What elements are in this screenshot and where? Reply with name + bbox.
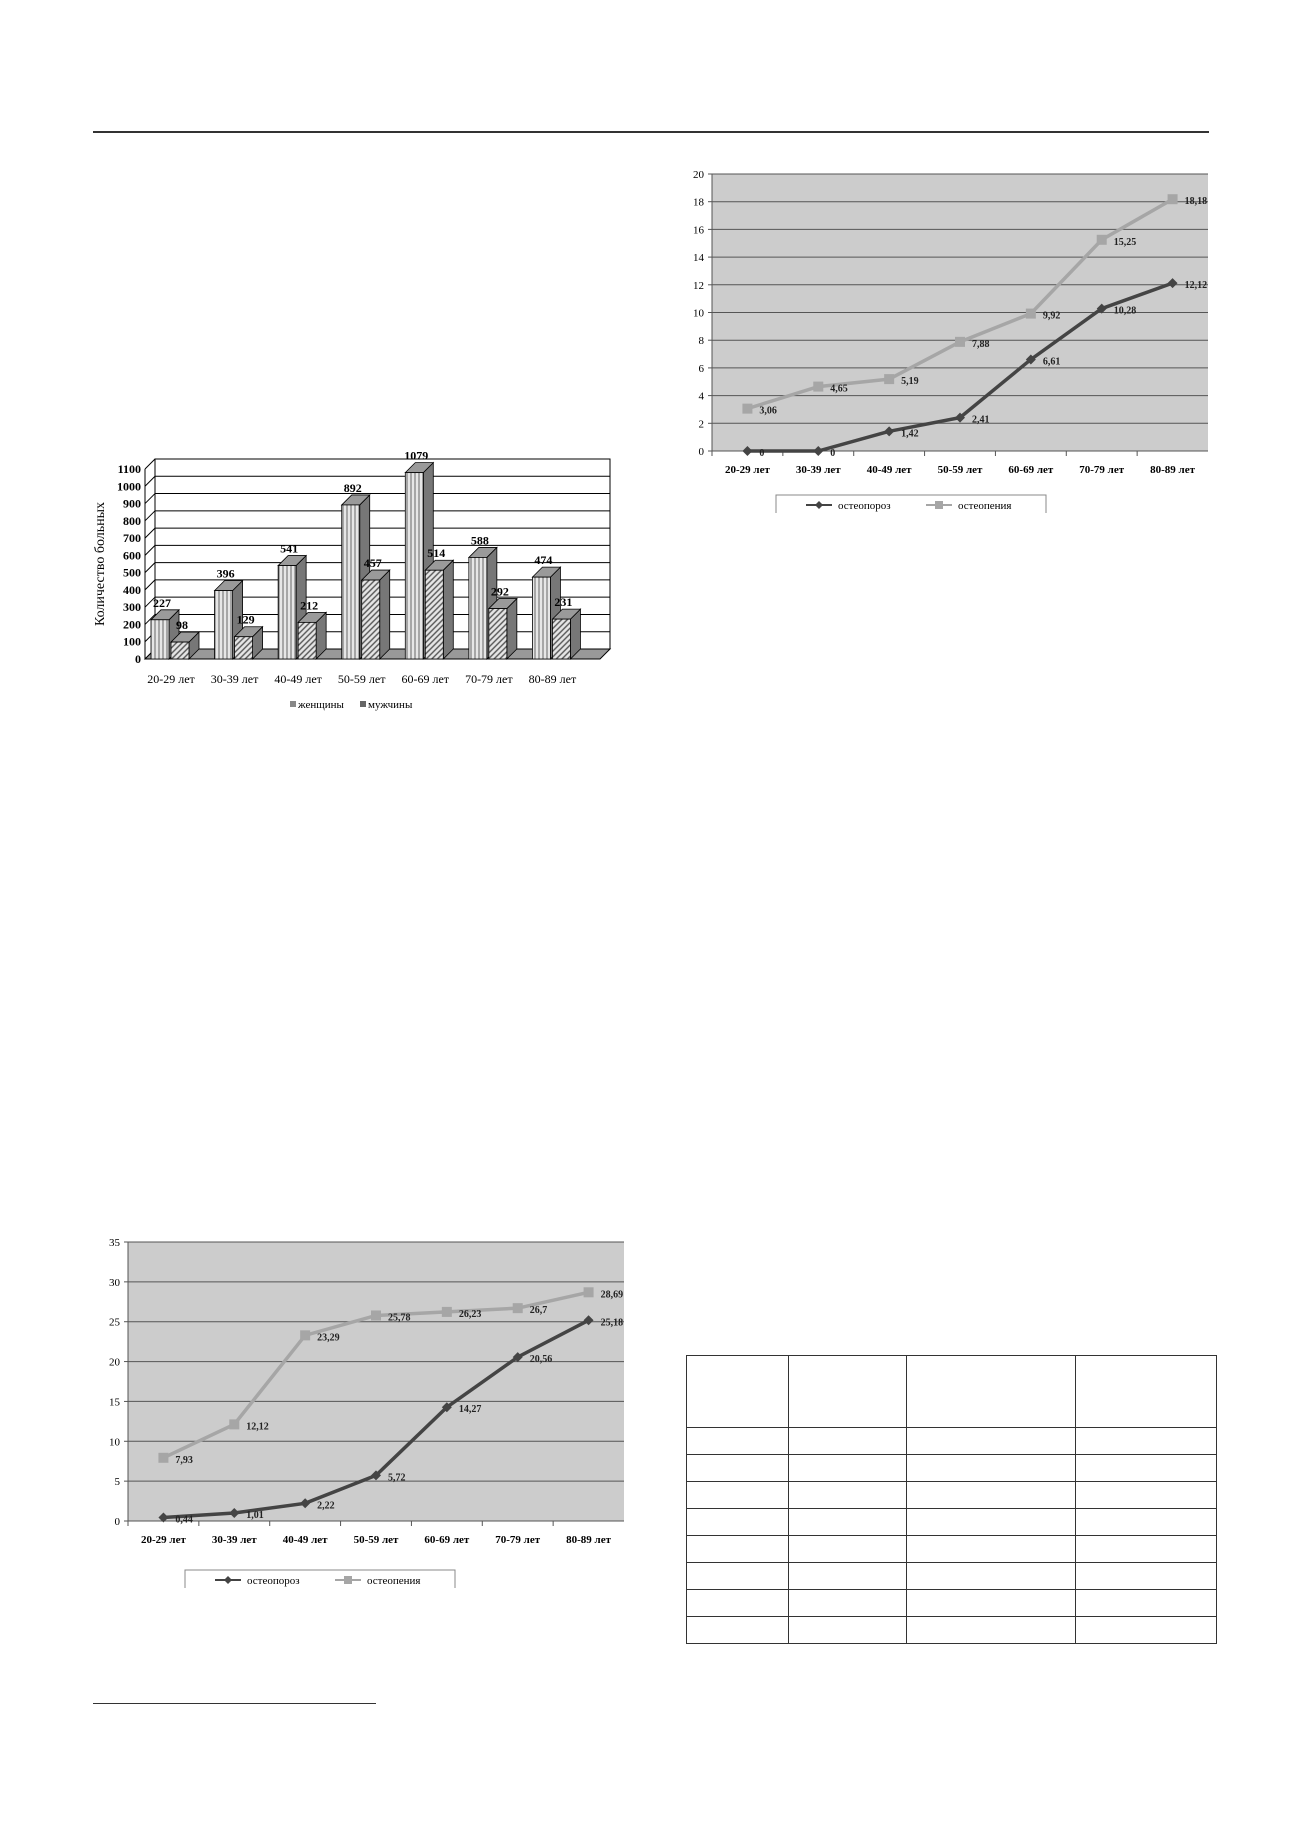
data-label: 25,18 — [600, 1317, 624, 1329]
y-tick-label: 0 — [698, 446, 704, 458]
legend-item: остеопения — [958, 500, 1012, 512]
x-tick-label: 60-69 лет — [1008, 464, 1054, 476]
y-tick-label: 12 — [693, 279, 704, 292]
table-header-row — [687, 1356, 1217, 1428]
x-tick-label: 30-39 лет — [795, 464, 841, 476]
bar-women — [215, 591, 233, 659]
y-tick-label: 1000 — [117, 479, 141, 494]
point-osteopenia — [1026, 309, 1036, 319]
y-tick-label: 30 — [109, 1276, 120, 1289]
x-tick-label: 20-29 лет — [140, 1534, 186, 1546]
line-chart-1-svg — [95, 1230, 655, 1595]
table-row — [687, 1563, 1217, 1590]
legend-item: остеопения — [367, 1575, 421, 1587]
data-label: 28,69 — [600, 1289, 624, 1301]
line-chart-1 — [95, 1230, 655, 1595]
data-label: 15,25 — [1113, 236, 1137, 248]
bar-data-label: 474 — [534, 553, 553, 568]
bar-data-label: 457 — [363, 556, 382, 571]
point-osteopenia — [584, 1287, 594, 1297]
table-row — [687, 1482, 1217, 1509]
y-tick-label: 16 — [693, 224, 704, 237]
y-tick-label: 700 — [123, 531, 141, 546]
gridline-side — [145, 476, 155, 486]
point-osteopenia — [513, 1303, 523, 1313]
bar-women — [532, 577, 550, 659]
y-tick-label: 400 — [123, 582, 141, 597]
x-tick-label: 40-49 лет — [282, 1534, 328, 1546]
y-tick-label: 20 — [693, 169, 704, 181]
bar-data-label: 514 — [427, 546, 446, 561]
y-tick-label: 25 — [109, 1316, 120, 1329]
table-row — [687, 1455, 1217, 1482]
data-label: 2,41 — [972, 414, 990, 426]
data-label: 20,56 — [529, 1354, 553, 1366]
line-chart-2-svg — [690, 165, 1210, 515]
point-osteopenia — [158, 1453, 168, 1463]
x-tick-label: 70-79 лет — [1079, 464, 1125, 476]
bar-side — [443, 560, 453, 659]
x-tick-label: 30-39 лет — [210, 672, 259, 686]
x-tick-label: 80-89 лет — [1150, 464, 1196, 476]
data-label: 10,28 — [1113, 305, 1137, 317]
data-label: 26,7 — [529, 1305, 548, 1317]
y-tick-label: 0 — [114, 1516, 120, 1528]
legend-item: остеопороз — [838, 500, 891, 512]
y-tick-label: 300 — [123, 600, 141, 615]
gridline-side — [145, 459, 155, 469]
gridline-side — [145, 511, 155, 521]
x-tick-label: 80-89 лет — [528, 672, 577, 686]
gridline-side — [145, 494, 155, 504]
bar-data-label: 212 — [300, 598, 319, 613]
y-tick-label: 0 — [135, 652, 141, 666]
gridline-side — [145, 528, 155, 538]
x-tick-label: 50-59 лет — [353, 1534, 399, 1546]
bar-men — [489, 609, 507, 659]
point-osteopenia — [955, 337, 965, 347]
y-tick-label: 18 — [693, 196, 704, 209]
bar-men — [425, 570, 443, 659]
data-label: 14,27 — [458, 1404, 482, 1416]
y-tick-label: 900 — [123, 496, 141, 511]
legend-marker — [224, 1576, 232, 1584]
empty-table — [686, 1355, 1217, 1644]
gridline-side — [145, 580, 155, 590]
legend-marker — [815, 501, 823, 509]
point-osteopenia — [884, 374, 894, 384]
bar-women — [278, 566, 296, 659]
table-cell — [1076, 1356, 1217, 1428]
point-osteopenia — [1097, 235, 1107, 245]
data-label: 9,92 — [1042, 310, 1061, 322]
data-label: 3,06 — [759, 405, 777, 417]
bar-data-label: 98 — [176, 618, 188, 633]
x-tick-label: 30-39 лет — [211, 1534, 257, 1546]
legend-item: остеопороз — [247, 1575, 300, 1587]
footnote-rule — [93, 1703, 376, 1704]
legend-marker — [344, 1576, 352, 1584]
data-label: 4,65 — [830, 383, 848, 395]
patients-bar-chart — [90, 445, 620, 720]
point-osteopenia — [813, 382, 823, 392]
table-cell — [789, 1356, 907, 1428]
data-label: 12,12 — [246, 1421, 269, 1433]
y-tick-label: 100 — [123, 634, 141, 649]
y-tick-label: 4 — [698, 390, 704, 403]
point-osteopenia — [229, 1419, 239, 1429]
data-label: 6,61 — [1042, 356, 1061, 368]
data-label: 0 — [830, 448, 836, 459]
bar-women — [469, 557, 487, 659]
y-tick-label: 10 — [693, 307, 704, 320]
bar-side — [380, 570, 390, 659]
table-cell — [907, 1356, 1076, 1428]
x-tick-label: 50-59 лет — [337, 672, 386, 686]
y-tick-label: 15 — [109, 1396, 120, 1409]
table-row — [687, 1428, 1217, 1455]
y-tick-label: 800 — [123, 513, 141, 528]
point-osteopenia — [300, 1330, 310, 1340]
bar-data-label: 1079 — [404, 448, 429, 463]
table-row — [687, 1536, 1217, 1563]
bar-men — [298, 622, 316, 659]
data-label: 0 — [759, 448, 765, 459]
x-tick-label: 40-49 лет — [274, 672, 322, 686]
bar-data-label: 588 — [470, 533, 489, 548]
bar-men — [171, 642, 189, 659]
data-label: 1,01 — [246, 1509, 264, 1521]
x-tick-label: 50-59 лет — [937, 464, 983, 476]
table-row — [687, 1509, 1217, 1536]
y-tick-label: 14 — [693, 252, 704, 265]
x-tick-label: 80-89 лет — [566, 1534, 612, 1546]
table-row — [687, 1617, 1217, 1644]
bar-data-label: 231 — [554, 595, 573, 610]
y-tick-label: 500 — [123, 565, 141, 580]
bar-women — [342, 505, 360, 659]
point-osteopenia — [371, 1310, 381, 1320]
x-tick-label: 70-79 лет — [465, 672, 513, 686]
bar-data-label: 292 — [490, 584, 509, 599]
point-osteopenia — [1168, 194, 1178, 204]
y-tick-label: 10 — [109, 1436, 120, 1449]
data-label: 25,78 — [388, 1312, 411, 1324]
bar-data-label: 227 — [153, 595, 171, 610]
legend-marker — [935, 501, 943, 509]
table-cell — [687, 1356, 789, 1428]
x-tick-label: 20-29 лет — [147, 672, 195, 686]
data-label: 26,23 — [458, 1308, 482, 1320]
legend-swatch — [360, 701, 366, 707]
y-tick-label: 1100 — [117, 462, 141, 476]
bar-data-label: 396 — [216, 566, 235, 581]
header-rule — [93, 131, 1209, 133]
data-label: 0,44 — [175, 1514, 193, 1526]
point-osteopenia — [742, 404, 752, 414]
line-chart-2 — [690, 165, 1210, 515]
bar-data-label: 129 — [236, 612, 255, 627]
table-row — [687, 1590, 1217, 1617]
bar-men — [362, 580, 380, 659]
x-tick-label: 60-69 лет — [401, 672, 450, 686]
y-tick-label: 600 — [123, 548, 141, 563]
data-label: 23,29 — [317, 1332, 340, 1344]
data-label: 1,42 — [901, 428, 919, 440]
bar-men — [552, 619, 570, 659]
y-tick-label: 35 — [109, 1237, 120, 1249]
point-osteopenia — [442, 1307, 452, 1317]
bar-data-label: 541 — [280, 541, 299, 556]
data-label: 7,93 — [175, 1454, 193, 1466]
gridline-side — [145, 563, 155, 573]
data-label: 12,12 — [1184, 280, 1208, 292]
legend-item: мужчины — [368, 699, 413, 711]
x-tick-label: 20-29 лет — [724, 464, 770, 476]
y-tick-label: 8 — [698, 335, 704, 348]
y-tick-label: 2 — [698, 418, 704, 431]
data-label: 18,18 — [1184, 196, 1208, 208]
bar-chart-svg — [90, 445, 620, 720]
data-label: 5,19 — [901, 376, 919, 388]
data-label: 5,72 — [388, 1472, 406, 1484]
y-tick-label: 20 — [109, 1356, 120, 1369]
bar-women — [151, 620, 169, 659]
data-label: 2,22 — [317, 1500, 335, 1512]
y-tick-label: 200 — [123, 617, 141, 632]
y-tick-label: 6 — [698, 362, 704, 375]
x-tick-label: 70-79 лет — [495, 1534, 541, 1546]
bar-women — [405, 473, 423, 659]
x-tick-label: 60-69 лет — [424, 1534, 470, 1546]
bar-men — [235, 637, 253, 659]
y-axis-label: Количество больных — [93, 501, 108, 627]
x-tick-label: 40-49 лет — [866, 464, 912, 476]
legend-swatch — [290, 701, 296, 707]
data-label: 7,88 — [972, 338, 990, 350]
y-tick-label: 5 — [114, 1476, 120, 1489]
gridline-side — [145, 545, 155, 555]
bar-data-label: 892 — [343, 480, 362, 495]
legend-item: женщины — [298, 699, 344, 711]
